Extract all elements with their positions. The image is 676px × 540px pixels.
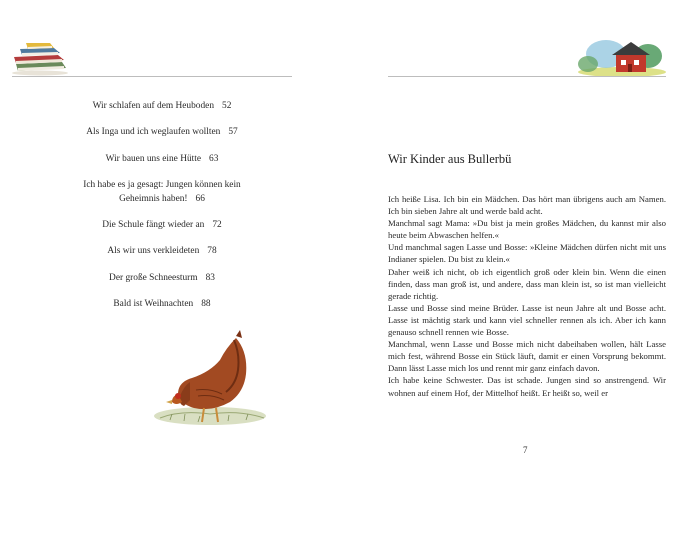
paragraph: Ich heiße Lisa. Ich bin ein Mädchen. Das hört man übrigens auch am Namen. Ich bin sieben Jahre alt und werde bald acht. bbox=[388, 194, 666, 217]
header-rule bbox=[12, 76, 292, 77]
toc-entry bbox=[62, 298, 262, 312]
toc-entry bbox=[62, 219, 262, 233]
hen-icon bbox=[150, 330, 270, 430]
toc-entry bbox=[62, 126, 262, 140]
page-number: 7 bbox=[523, 445, 528, 455]
paragraph: Ich habe keine Schwester. Das ist schade. Jungen sind so anstrengend. Wir wohnen auf einem Hof, der Mittelhof heißt. Er heißt so, weil er bbox=[388, 375, 666, 398]
toc-entry-title: Wir schlafen auf dem Heuboden bbox=[92, 101, 215, 111]
toc-entry-title-line2: Geheimnis haben! bbox=[119, 193, 188, 204]
chapter-title: Wir Kinder aus Bullerbü bbox=[388, 152, 512, 166]
header-rule bbox=[388, 76, 666, 77]
toc-entry-page: 57 bbox=[228, 127, 238, 137]
paragraph: Manchmal, wenn Lasse und Bosse mich nicht dabeihaben wollen, hält Lasse mich fest, während Bosse ein Stück läuft, damit er einen Vorsprung bekommt. Dann lässt Lasse mich los und rennt mir ganz einfach davon. bbox=[388, 339, 666, 374]
toc-entry-page: 63 bbox=[209, 154, 219, 164]
toc-entry-title: Als wir uns verkleideten bbox=[107, 246, 200, 256]
toc-entry bbox=[62, 153, 262, 167]
toc-entry-title: Bald ist Weihnachten bbox=[113, 299, 194, 309]
right-page bbox=[338, 0, 676, 540]
toc-entry-title: Die Schule fängt wieder an bbox=[102, 220, 205, 230]
stacked-books-icon bbox=[10, 40, 72, 76]
toc-entry-page: 72 bbox=[212, 220, 222, 230]
red-house-icon bbox=[576, 34, 668, 78]
toc-entry bbox=[62, 179, 262, 206]
paragraph: Daher weiß ich nicht, ob ich eigentlich groß oder klein bin. Wenn die einen finden, dass man groß ist, und andere, dass man klein ist, so ist man vielleicht gerade richtig. bbox=[388, 266, 666, 301]
toc-entry-page: 66 bbox=[195, 193, 205, 204]
toc-entry-page: 52 bbox=[222, 101, 232, 111]
toc-entry bbox=[62, 245, 262, 259]
toc-entry-title-line1: Ich habe es ja gesagt: Jungen können kein bbox=[83, 180, 241, 190]
paragraph: Manchmal sagt Mama: »Du bist ja mein großes Mädchen, du kannst mir also heute beim Abwaschen helfen.« bbox=[388, 218, 666, 241]
toc-entry-page: 88 bbox=[201, 299, 211, 309]
paragraph: Lasse und Bosse sind meine Brüder. Lasse ist neun Jahre alt und Bosse acht. Lasse ist mächtig stark und kann viel schneller rennen als ich. Aber ich kann genauso schnell rennen wie Bosse. bbox=[388, 302, 666, 338]
chapter-body bbox=[388, 193, 666, 399]
toc-entry bbox=[62, 100, 262, 114]
toc-entry-title: Der große Schneesturm bbox=[109, 273, 198, 283]
paragraph: Und manchmal sagen Lasse und Bosse: »Kleine Mädchen dürfen nicht mit uns Indianer spielen. Du bist zu klein.« bbox=[388, 242, 666, 265]
toc-entry bbox=[62, 272, 262, 286]
toc-entry-page: 78 bbox=[207, 246, 217, 256]
toc-entry-page: 83 bbox=[205, 273, 215, 283]
toc-entry-title: Wir bauen uns eine Hütte bbox=[105, 154, 202, 164]
toc-entry-title: Als Inga und ich weglaufen wollten bbox=[86, 127, 221, 137]
